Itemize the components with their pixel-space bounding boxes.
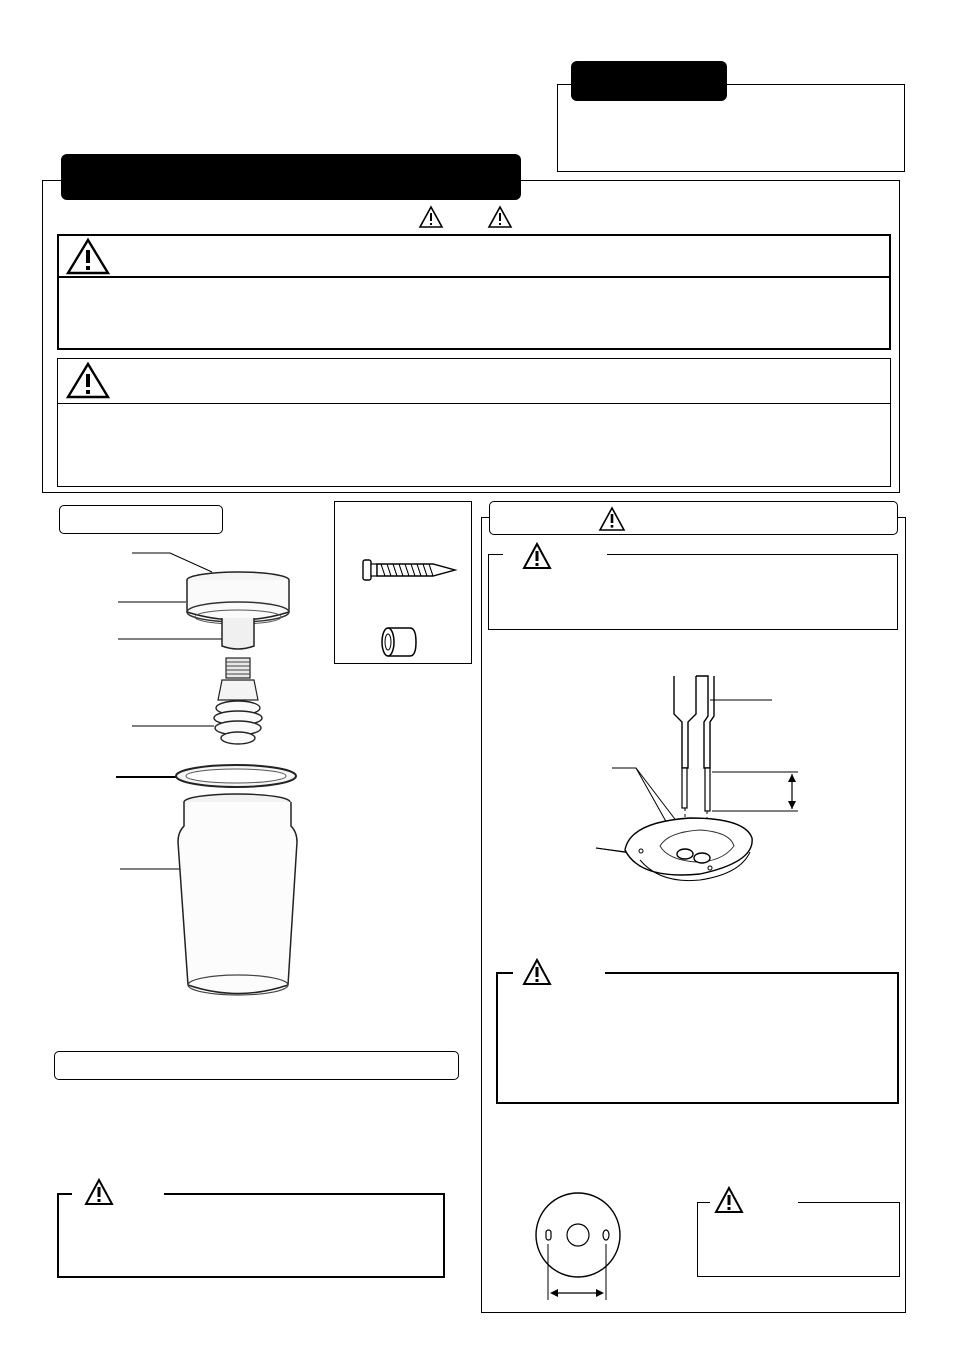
warning-triangle-icon — [714, 1186, 744, 1214]
safety-heading-bar — [61, 154, 521, 200]
warning-triangle-icon — [487, 205, 513, 229]
lamp-heading-pill — [54, 1051, 459, 1080]
caution-box-body — [57, 403, 891, 487]
caution-box-header — [57, 358, 891, 404]
warning-triangle-icon — [84, 1178, 114, 1206]
warning-triangle-icon — [66, 362, 110, 400]
parts-heading-pill — [59, 505, 223, 534]
screw-illustration — [355, 558, 459, 582]
warning-box-body — [57, 276, 891, 350]
warning-triangle-icon — [522, 958, 552, 986]
warning-triangle-icon — [598, 506, 626, 532]
installation-heading-pill — [489, 501, 898, 535]
wiring-diagram — [590, 670, 820, 890]
bushing-illustration — [380, 624, 420, 660]
warning-box-header — [57, 234, 891, 278]
fixture-exploded-diagram — [110, 550, 310, 1010]
lamp-caution-box — [57, 1193, 445, 1278]
installation-caution-2 — [496, 972, 899, 1104]
notice-badge — [571, 61, 727, 101]
warning-triangle-icon — [418, 205, 444, 229]
mounting-plate-diagram — [536, 1190, 624, 1304]
warning-triangle-icon — [66, 238, 110, 276]
warning-triangle-icon — [522, 542, 552, 570]
